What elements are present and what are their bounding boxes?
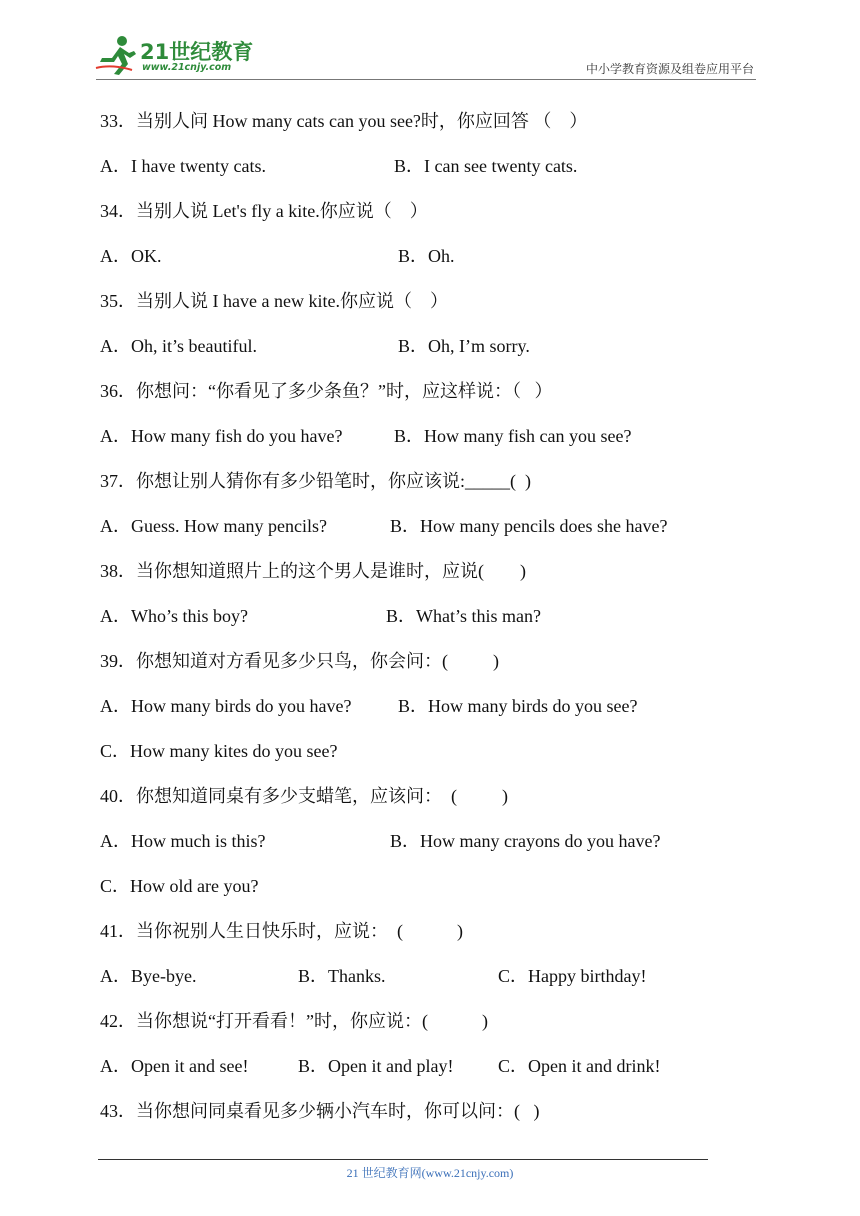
option: C．Open it and drink! <box>498 1056 661 1076</box>
option: A．OK. <box>100 246 162 266</box>
question-stem: 40．你想知道同桌有多少支蜡笔，应该问： ( ) <box>100 786 508 806</box>
platform-name: 中小学教育资源及组卷应用平台 <box>585 62 754 76</box>
option-row <box>100 826 750 871</box>
page-footer: 21 世纪教育网(www.21cnjy.com) <box>346 1166 514 1180</box>
question-stem: 43．当你想问同桌看见多少辆小汽车时，你可以问：( ) <box>100 1101 540 1121</box>
option: B．Open it and play! <box>298 1056 454 1076</box>
question-stem: 39．你想知道对方看见多少只鸟，你会问：( ) <box>100 651 499 671</box>
option-row <box>100 961 750 1006</box>
site-logo <box>92 34 262 78</box>
option: C．How many kites do you see? <box>100 741 338 761</box>
question-list <box>100 106 750 1141</box>
option-row <box>100 871 750 916</box>
option-row <box>100 511 750 556</box>
option: C．How old are you? <box>100 876 259 896</box>
question-stem: 37．你想让别人猜你有多少铅笔时，你应该说:_____( ) <box>100 471 531 491</box>
option-row <box>100 241 750 286</box>
option: B．How many fish can you see? <box>394 426 632 446</box>
option: B．I can see twenty cats. <box>394 156 578 176</box>
logo-text: 21世纪教育 <box>140 40 254 64</box>
option-row <box>100 736 750 781</box>
option: A．How much is this? <box>100 831 266 851</box>
question-stem: 33．当别人问 How many cats can you see?时，你应回答 （ ） <box>100 111 588 131</box>
option-row <box>100 1051 750 1096</box>
question-stem: 38．当你想知道照片上的这个男人是谁时，应说( ) <box>100 561 526 581</box>
option-row <box>100 151 750 196</box>
option: A．Who’s this boy? <box>100 606 248 626</box>
option-row <box>100 691 750 736</box>
question-stem: 36．你想问：“你看见了多少条鱼？”时，应这样说：（ ） <box>100 381 553 401</box>
question-stem: 35．当别人说 I have a new kite.你应说（ ） <box>100 291 448 311</box>
option-row <box>100 331 750 376</box>
runner-logo-icon <box>92 34 140 76</box>
option: B．Thanks. <box>298 966 386 986</box>
option-row <box>100 421 750 466</box>
question-stem: 34．当别人说 Let's fly a kite.你应说（ ） <box>100 201 428 221</box>
option: B．What’s this man? <box>386 606 541 626</box>
option: A．I have twenty cats. <box>100 156 266 176</box>
footer-divider <box>98 1159 708 1160</box>
option: B．How many crayons do you have? <box>390 831 661 851</box>
option: A．How many birds do you have? <box>100 696 352 716</box>
question-stem: 41．当你祝别人生日快乐时，应说： ( ) <box>100 921 463 941</box>
option: B．Oh. <box>398 246 455 266</box>
option: C．Happy birthday! <box>498 966 647 986</box>
option: A．Open it and see! <box>100 1056 249 1076</box>
option: A．Oh, it’s beautiful. <box>100 336 257 356</box>
header-divider <box>96 79 756 80</box>
option: A．How many fish do you have? <box>100 426 343 446</box>
option: A．Bye-bye. <box>100 966 197 986</box>
logo-url: www.21cnjy.com <box>142 62 232 73</box>
option: B．How many pencils does she have? <box>390 516 668 536</box>
option: B．How many birds do you see? <box>398 696 638 716</box>
option: B．Oh, I’m sorry. <box>398 336 530 356</box>
option: A．Guess. How many pencils? <box>100 516 327 536</box>
question-stem: 42．当你想说“打开看看！”时，你应说：( ) <box>100 1011 488 1031</box>
page-header <box>0 0 860 80</box>
option-row <box>100 601 750 646</box>
